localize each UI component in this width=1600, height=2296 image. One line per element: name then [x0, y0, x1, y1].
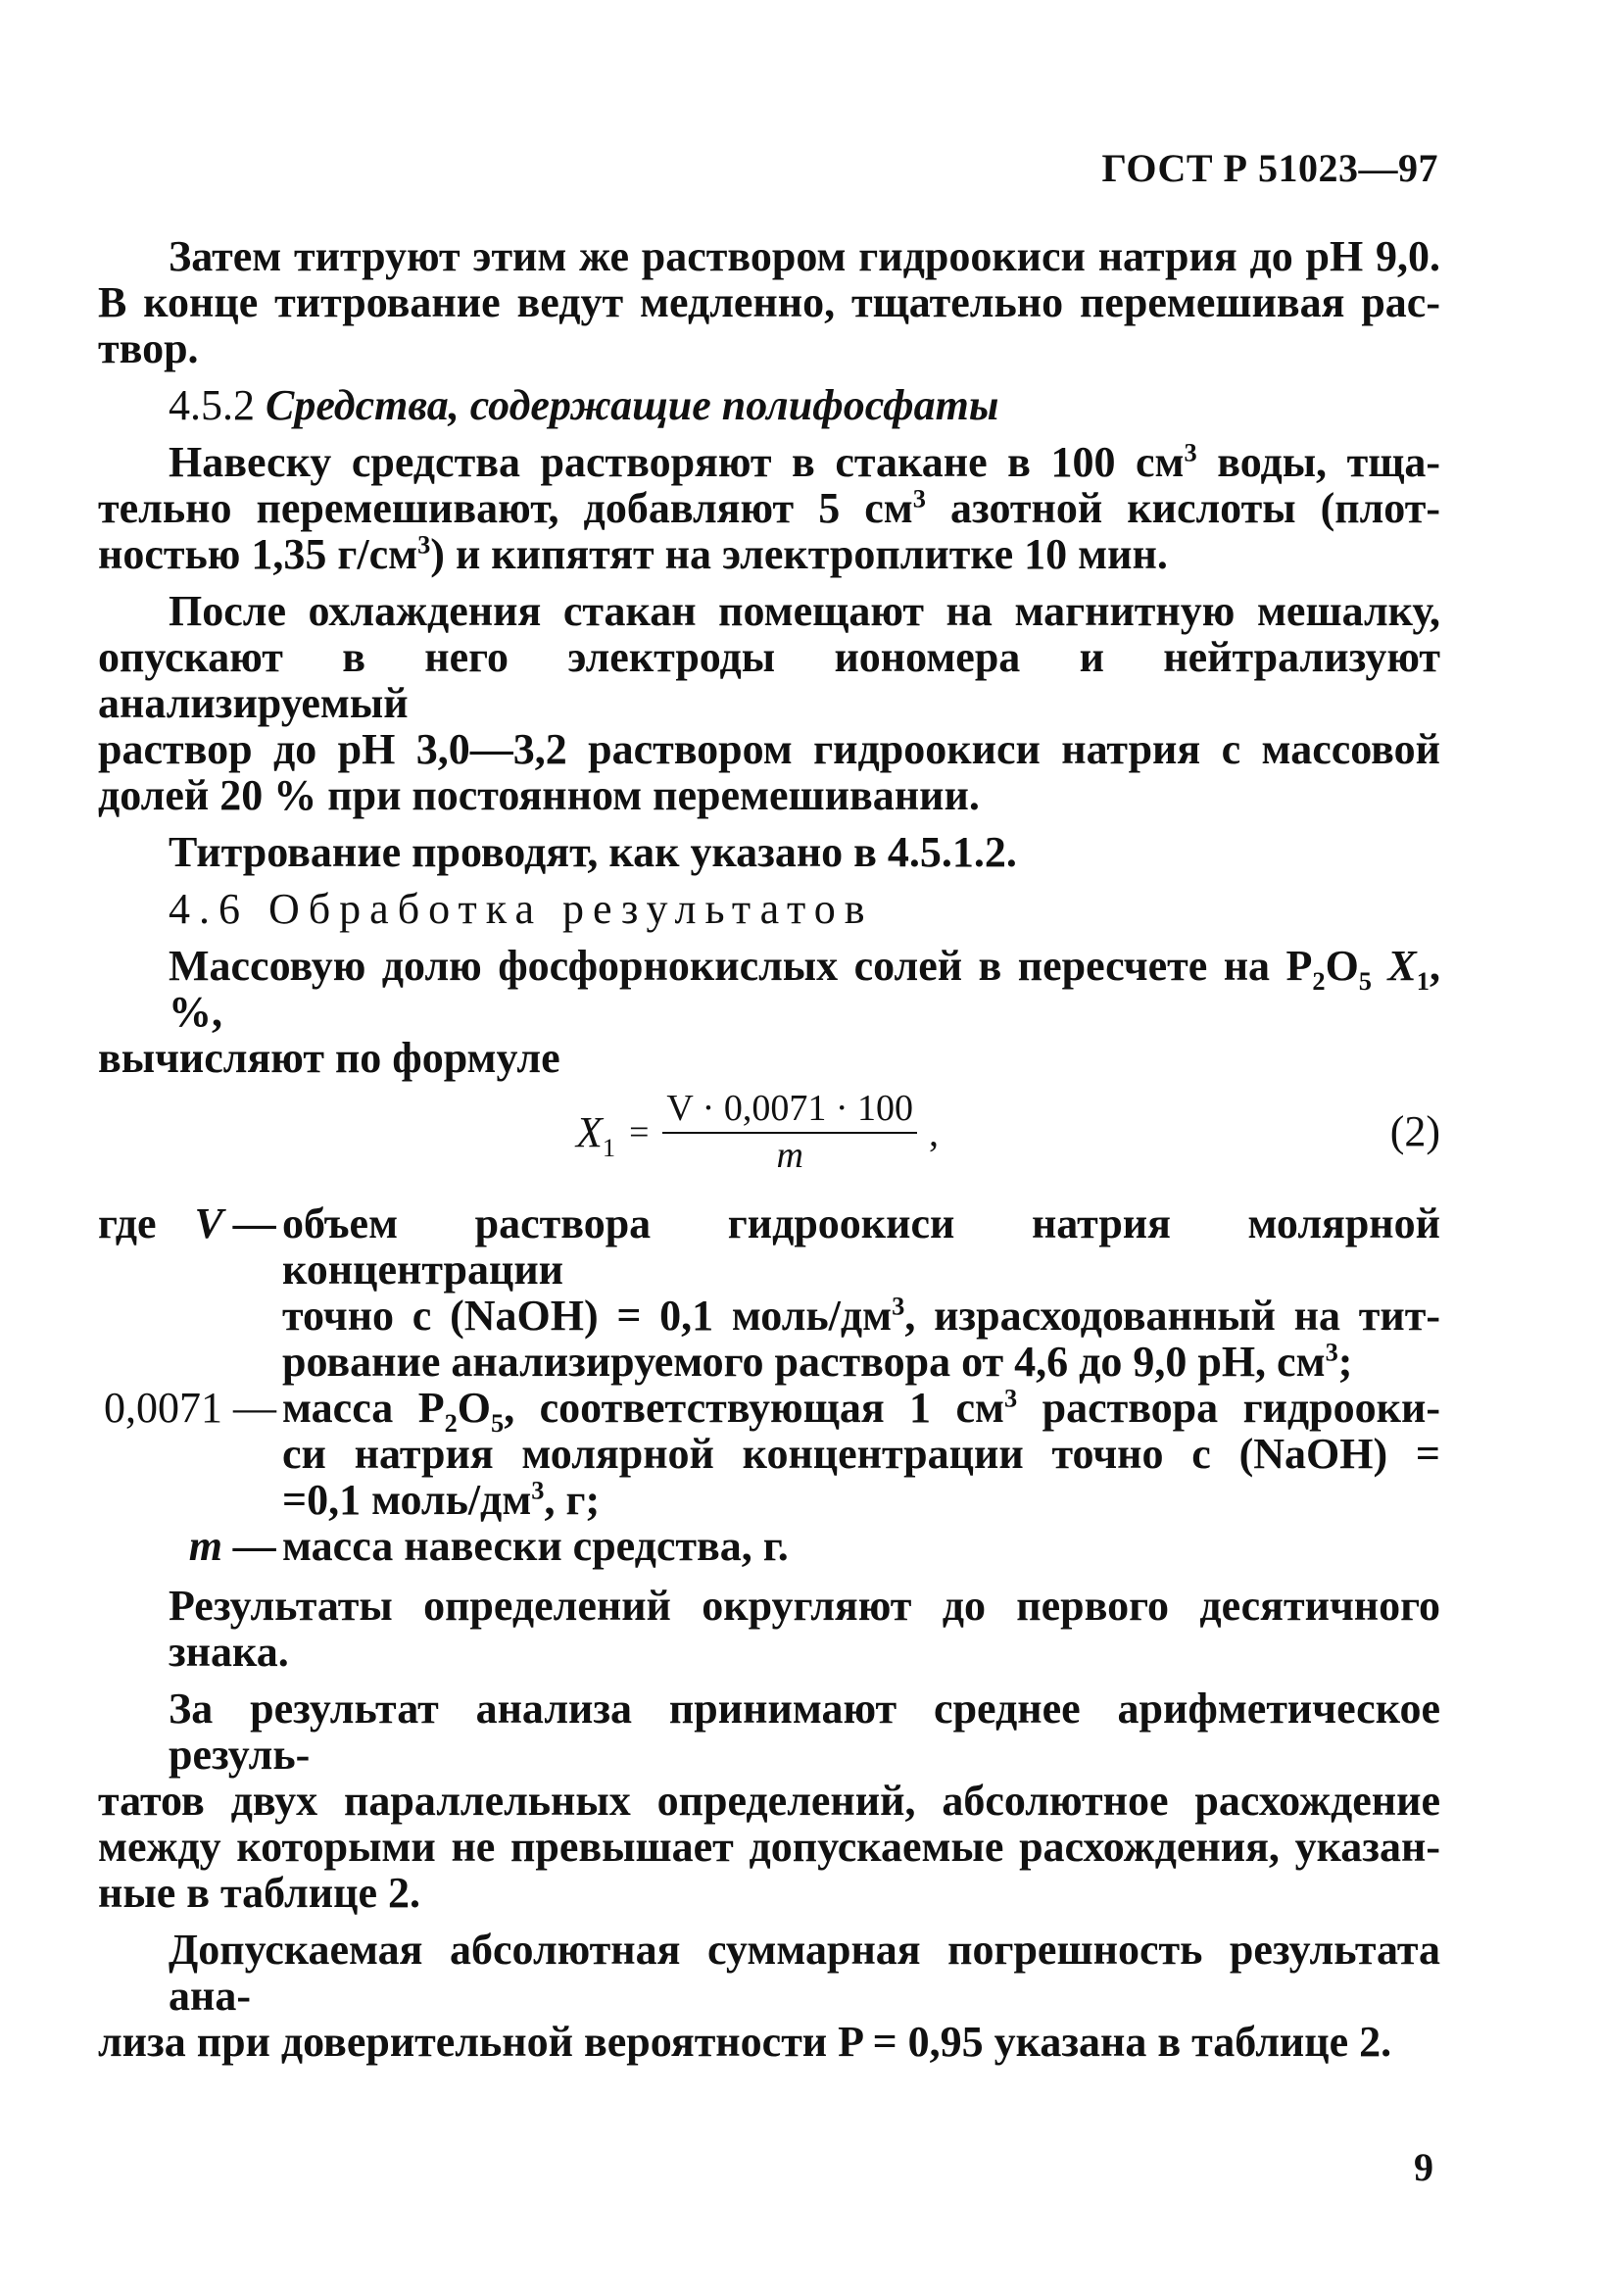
text-fragment: , соответствующая 1 см — [504, 1384, 1004, 1432]
text-line: Затем титруют этим же раствором гидроокиси натрия до рН 9,0. — [169, 232, 1440, 280]
text-line: Титрование проводят, как указано в 4.5.1.2. — [169, 828, 1017, 876]
text-fragment: , израсходованный на тит- — [904, 1292, 1440, 1340]
definition-v — [98, 1200, 1440, 1385]
superscript: 3 — [1184, 437, 1197, 467]
text-line: Допускаемая абсолютная суммарная погрешность результата ана- — [169, 1926, 1440, 2020]
text-line: Результаты определений округляют до первого десятичного знака. — [169, 1582, 1440, 1676]
definition-term — [98, 1385, 282, 1523]
standard-header: ГОСТ Р 51023—97 — [1101, 146, 1438, 190]
where-label: где — [98, 1199, 157, 1247]
text-line — [282, 1339, 1440, 1385]
section-title: Средства, содержащие полифосфаты — [266, 381, 999, 429]
text-fragment: раствора гидрооки- — [1017, 1384, 1440, 1432]
formula-numerator: V · 0,0071 · 100 — [662, 1087, 917, 1134]
text-line: татов двух параллельных определений, абсолютное расхождение — [98, 1777, 1440, 1825]
subscript: 5 — [1358, 965, 1372, 996]
text-line: лиза при доверительной вероятности P = 0,95 указана в таблице 2. — [98, 2018, 1392, 2066]
subscript: 1 — [602, 1132, 616, 1162]
page-number: 9 — [1414, 2145, 1433, 2189]
text-fragment: рование анализируемого раствора от 4,6 до 9,0 рН, см — [282, 1338, 1326, 1386]
text-line: масса навески средства, г. — [282, 1522, 789, 1570]
text-fragment: точно c (NaOH) = 0,1 моль/дм — [282, 1292, 893, 1340]
definition-m — [98, 1523, 1440, 1569]
subscript: 1 — [1416, 965, 1430, 996]
superscript: 3 — [1003, 1383, 1018, 1413]
text-fragment: азотной кислоты (плот- — [925, 484, 1440, 532]
text-line — [282, 1293, 1440, 1339]
symbol-m: m — — [188, 1522, 276, 1570]
paragraph-titration-reference — [98, 829, 1440, 875]
superscript: 3 — [531, 1475, 545, 1505]
text-line — [282, 1477, 1440, 1523]
subscript: 2 — [444, 1407, 458, 1438]
definition-text — [282, 1200, 1440, 1385]
text-line: твор. — [98, 324, 199, 372]
definition-term — [98, 1523, 282, 1569]
superscript: 3 — [892, 1291, 905, 1321]
subscript: 2 — [1312, 965, 1326, 996]
text-fragment: масса P — [282, 1384, 445, 1432]
text-line: объем раствора гидроокиси натрия молярной концентрации — [282, 1199, 1440, 1294]
text-fragment: ; — [1337, 1338, 1353, 1386]
definition-text — [282, 1523, 1440, 1569]
text-line — [98, 943, 1440, 1035]
section-number: 4.5.2 — [169, 381, 255, 429]
formula-block — [98, 1087, 1440, 1195]
text-line: После охлаждения стакан помещают на магнитную мешалку, — [169, 587, 1440, 635]
symbol-coefficient: 0,0071 — — [104, 1384, 276, 1432]
paragraph-titration-end — [98, 233, 1440, 371]
equals-sign: = — [629, 1111, 650, 1151]
subscript: 5 — [491, 1407, 505, 1438]
formula-number: (2) — [1389, 1107, 1440, 1155]
text-line: За результат анализа принимают среднее арифметическое резуль- — [169, 1685, 1440, 1779]
superscript: 3 — [1325, 1337, 1338, 1367]
text-fragment: воды, тща- — [1196, 438, 1441, 486]
formula-denominator: m — [776, 1135, 803, 1176]
paragraph-analysis-result — [98, 1685, 1440, 1916]
text-line: между которыми не превышает допускаемые расхождения, указан- — [98, 1823, 1440, 1871]
paragraph-mass-fraction — [98, 943, 1440, 1081]
definition-coefficient — [98, 1385, 1440, 1523]
text-line — [98, 439, 1440, 485]
variable-symbol: X — [1372, 942, 1417, 990]
text-fragment: ) и кипятят на электроплитке 10 мин. — [430, 530, 1168, 578]
superscript: 3 — [417, 529, 431, 560]
paragraph-sample-preparation — [98, 439, 1440, 577]
text-fragment: O — [1325, 942, 1359, 990]
definition-term — [98, 1200, 282, 1385]
text-line: раствор до рН 3,0—3,2 раствором гидроокиси натрия с массовой — [98, 725, 1440, 773]
paragraph-neutralization — [98, 588, 1440, 818]
text-line: си натрия молярной концентрации точно c (NaOH) = — [282, 1430, 1440, 1478]
symbol-v: V — — [194, 1199, 276, 1247]
superscript: 3 — [912, 483, 926, 513]
section-heading-4-5-2 — [98, 382, 1440, 428]
formula-fraction — [662, 1087, 917, 1177]
text-fragment: ностью 1,35 г/см — [98, 530, 418, 578]
text-fragment: Навеску средства растворяют в стакане в 100 см — [169, 438, 1185, 486]
text-line: ные в таблице 2. — [98, 1869, 420, 1917]
formula-definitions — [98, 1200, 1440, 1569]
text-fragment: O — [457, 1384, 492, 1432]
definition-text — [282, 1385, 1440, 1523]
text-line: вычисляют по формуле — [98, 1034, 560, 1082]
formula-variable: X — [576, 1107, 603, 1156]
paragraph-error — [98, 1927, 1440, 2065]
text-fragment: , %, — [169, 942, 1440, 1036]
formula-comma: , — [928, 1109, 939, 1154]
page-body — [98, 233, 1440, 2076]
text-line — [98, 485, 1440, 531]
text-line — [282, 1383, 1440, 1438]
text-fragment: Массовую долю фосфорнокислых солей в пересчете на P — [169, 942, 1313, 990]
formula — [576, 1087, 939, 1177]
text-fragment: =0,1 моль/дм — [282, 1476, 532, 1524]
text-fragment: , г; — [544, 1476, 601, 1524]
text-line: опускают в него электроды иономера и нейтрализуют анализируемый — [98, 633, 1440, 727]
text-line: В конце титрование ведут медленно, тщательно перемешивая рас- — [98, 278, 1440, 326]
formula-lhs — [576, 1107, 616, 1162]
paragraph-rounding — [98, 1583, 1440, 1675]
text-fragment: тельно перемешивают, добавляют 5 см — [98, 484, 913, 532]
section-heading-4-6: 4.6 Обработка результатов — [169, 885, 874, 933]
text-line — [98, 531, 1440, 577]
text-line: долей 20 % при постоянном перемешивании. — [98, 771, 980, 819]
